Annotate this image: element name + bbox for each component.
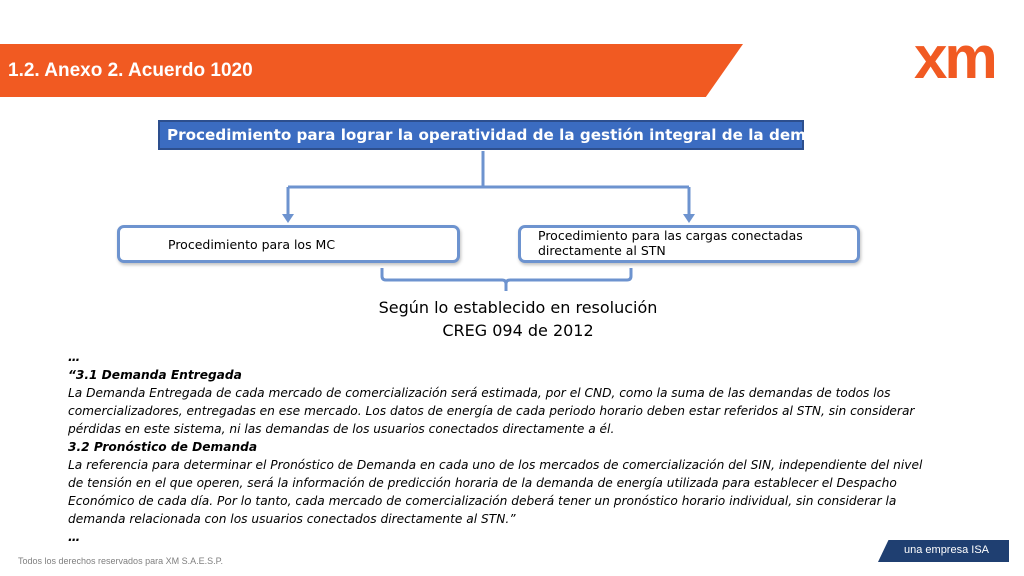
ellipsis-start: … <box>68 350 81 364</box>
ellipsis-end: … <box>68 530 81 544</box>
procedure-mc-box <box>117 225 460 263</box>
slide-title: 1.2. Anexo 2. Acuerdo 1020 <box>8 60 253 81</box>
brace-connector <box>382 268 631 291</box>
resolution-excerpt <box>68 348 938 546</box>
procedure-stn-label: Procedimiento para las cargas conectadas directamente al STN <box>538 228 803 258</box>
reference-line-2: CREG 094 de 2012 <box>442 321 594 340</box>
left-arrowhead <box>282 214 294 223</box>
procedure-mc-label: Procedimiento para los MC <box>168 237 336 252</box>
paragraph-demanda-entregada: La Demanda Entregada de cada mercado de comercialización será estimada, por el CND, como la suma de las demandas de todos los comercializadores, entregadas en ese mercado. Los datos de energía de cada periodo horario deben estar referidos al STN, sin considerar pérdidas en este sistema, ni las demandas de los usuarios conectados directamente a él. <box>68 386 915 436</box>
reference-line-1: Según lo establecido en resolución <box>378 298 658 317</box>
heading-pronostico-demanda: 3.2 Pronóstico de Demanda <box>68 440 258 454</box>
right-arrowhead <box>683 214 695 223</box>
isa-tagline: una empresa ISA <box>904 544 989 556</box>
procedure-stn-box <box>518 225 860 263</box>
footer-copyright: Todos los derechos reservados para XM S.A.E.S.P. <box>18 556 223 566</box>
heading-demanda-entregada: “3.1 Demanda Entregada <box>68 368 242 382</box>
reference-text <box>330 296 706 342</box>
paragraph-pronostico-demanda: La referencia para determinar el Pronóstico de Demanda en cada uno de los mercados de comercialización del SIN, independiente del nivel de tensión en el que operen, será la información de predicción horaria de la demanda de energía utilizada para establecer el Despacho Económico de cada día. Por lo tanto, cada mercado de comercialización deberá tener un pronóstico horario individual, sin considerar la demanda relacionada con los usuarios conectados directamente al STN.” <box>68 458 923 526</box>
main-procedure-box: Procedimiento para lograr la operatividad de la gestión integral de la demanda <box>158 120 804 150</box>
logo-text: xm <box>914 24 995 91</box>
